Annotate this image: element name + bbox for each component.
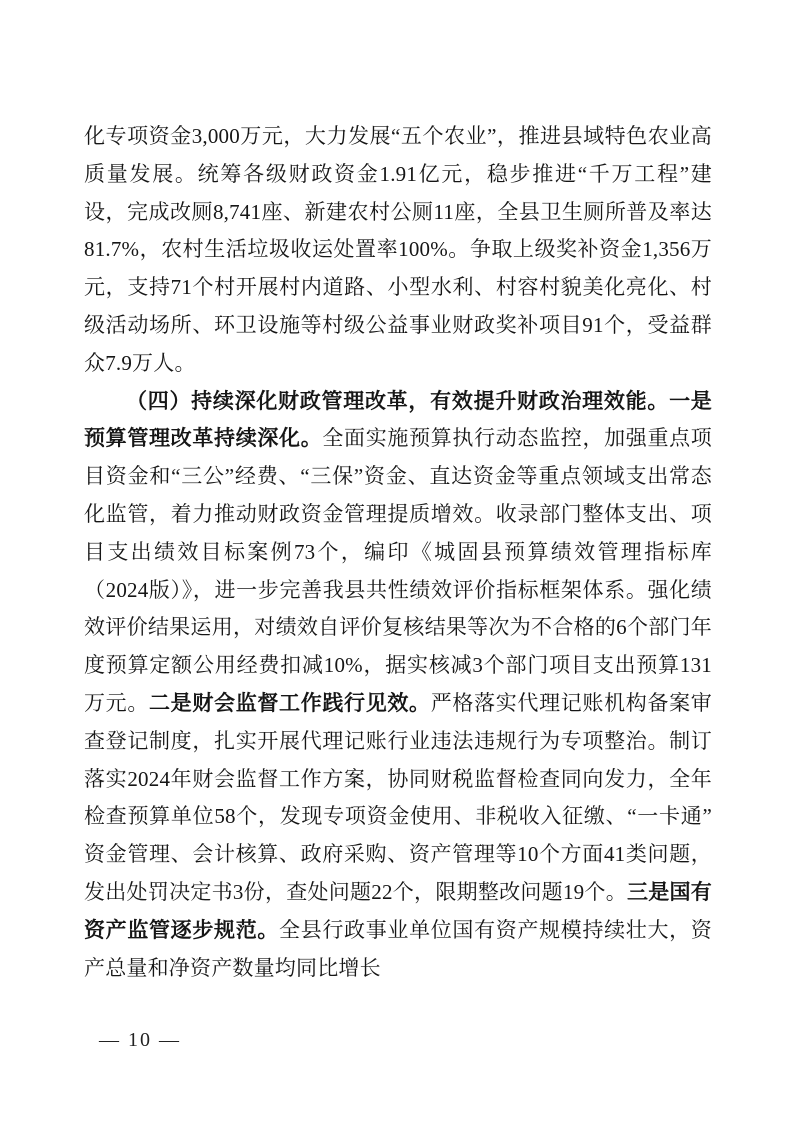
page-footer <box>99 1029 181 1052</box>
paragraph-continuation <box>84 118 712 383</box>
section-heading-bold: （四）持续深化财政管理改革，有效提升财政治理效能。一是预算管理改革持续深化。 <box>84 388 712 451</box>
document-body <box>84 118 712 987</box>
paragraph-text: 化专项资金3,000万元，大力发展“五个农业”，推进县域特色农业高质量发展。统筹各级财政资金1.91亿元，稳步推进“千万工程”建设，完成改厕8,741座、新建农村公厕11座，全县卫生厕所普及率达81.7%，农村生活垃圾收运处置率100%。争取上级奖补资金1,356万元，支持71个村开展村内道路、小型水利、村容村貌美化亮化、村级活动场所、环卫设施等村级公益事业财政奖补项目91个，受益群众7.9万人。 <box>84 124 712 375</box>
page-number: — 10 — <box>99 1029 181 1051</box>
paragraph-text: 严格落实代理记账机构备案审查登记制度，扎实开展代理记账行业违法违规行为专项整治。制订落实2024年财会监督工作方案，协同财税监督检查同向发力，全年检查预算单位58个，发现专项资金使用、非税收入征缴、“一卡通”资金管理、会计核算、政府采购、资产管理等10个方面41类问题，发出处罚决定书3份，查处问题22个，限期整改问题19个。 <box>84 690 712 904</box>
paragraph-text: 全面实施预算执行动态监控，加强重点项目资金和“三公”经费、“三保”资金、直达资金等重点领域支出常态化监管，着力推动财政资金管理提质增效。收录部门整体支出、项目支出绩效目标案例73个，编印《城固县预算绩效管理指标库（2024版）》，进一步完善我县共性绩效评价指标框架体系。强化绩效评价结果运用，对绩效自评价复核结果等次为不合格的6个部门年度预算定额公用经费扣减10%，据实核减3个部门项目支出预算131万元。 <box>84 426 712 715</box>
subsection-heading-bold: 二是财会监督工作践行见效。 <box>149 690 431 715</box>
subsection-heading-bold: 三是国有资产监管逐步规范。 <box>84 879 712 942</box>
paragraph-text: 全县行政事业单位国有资产规模持续壮大，资产总量和净资产数量均同比增长 <box>84 917 712 980</box>
paragraph-section-four <box>84 383 712 988</box>
